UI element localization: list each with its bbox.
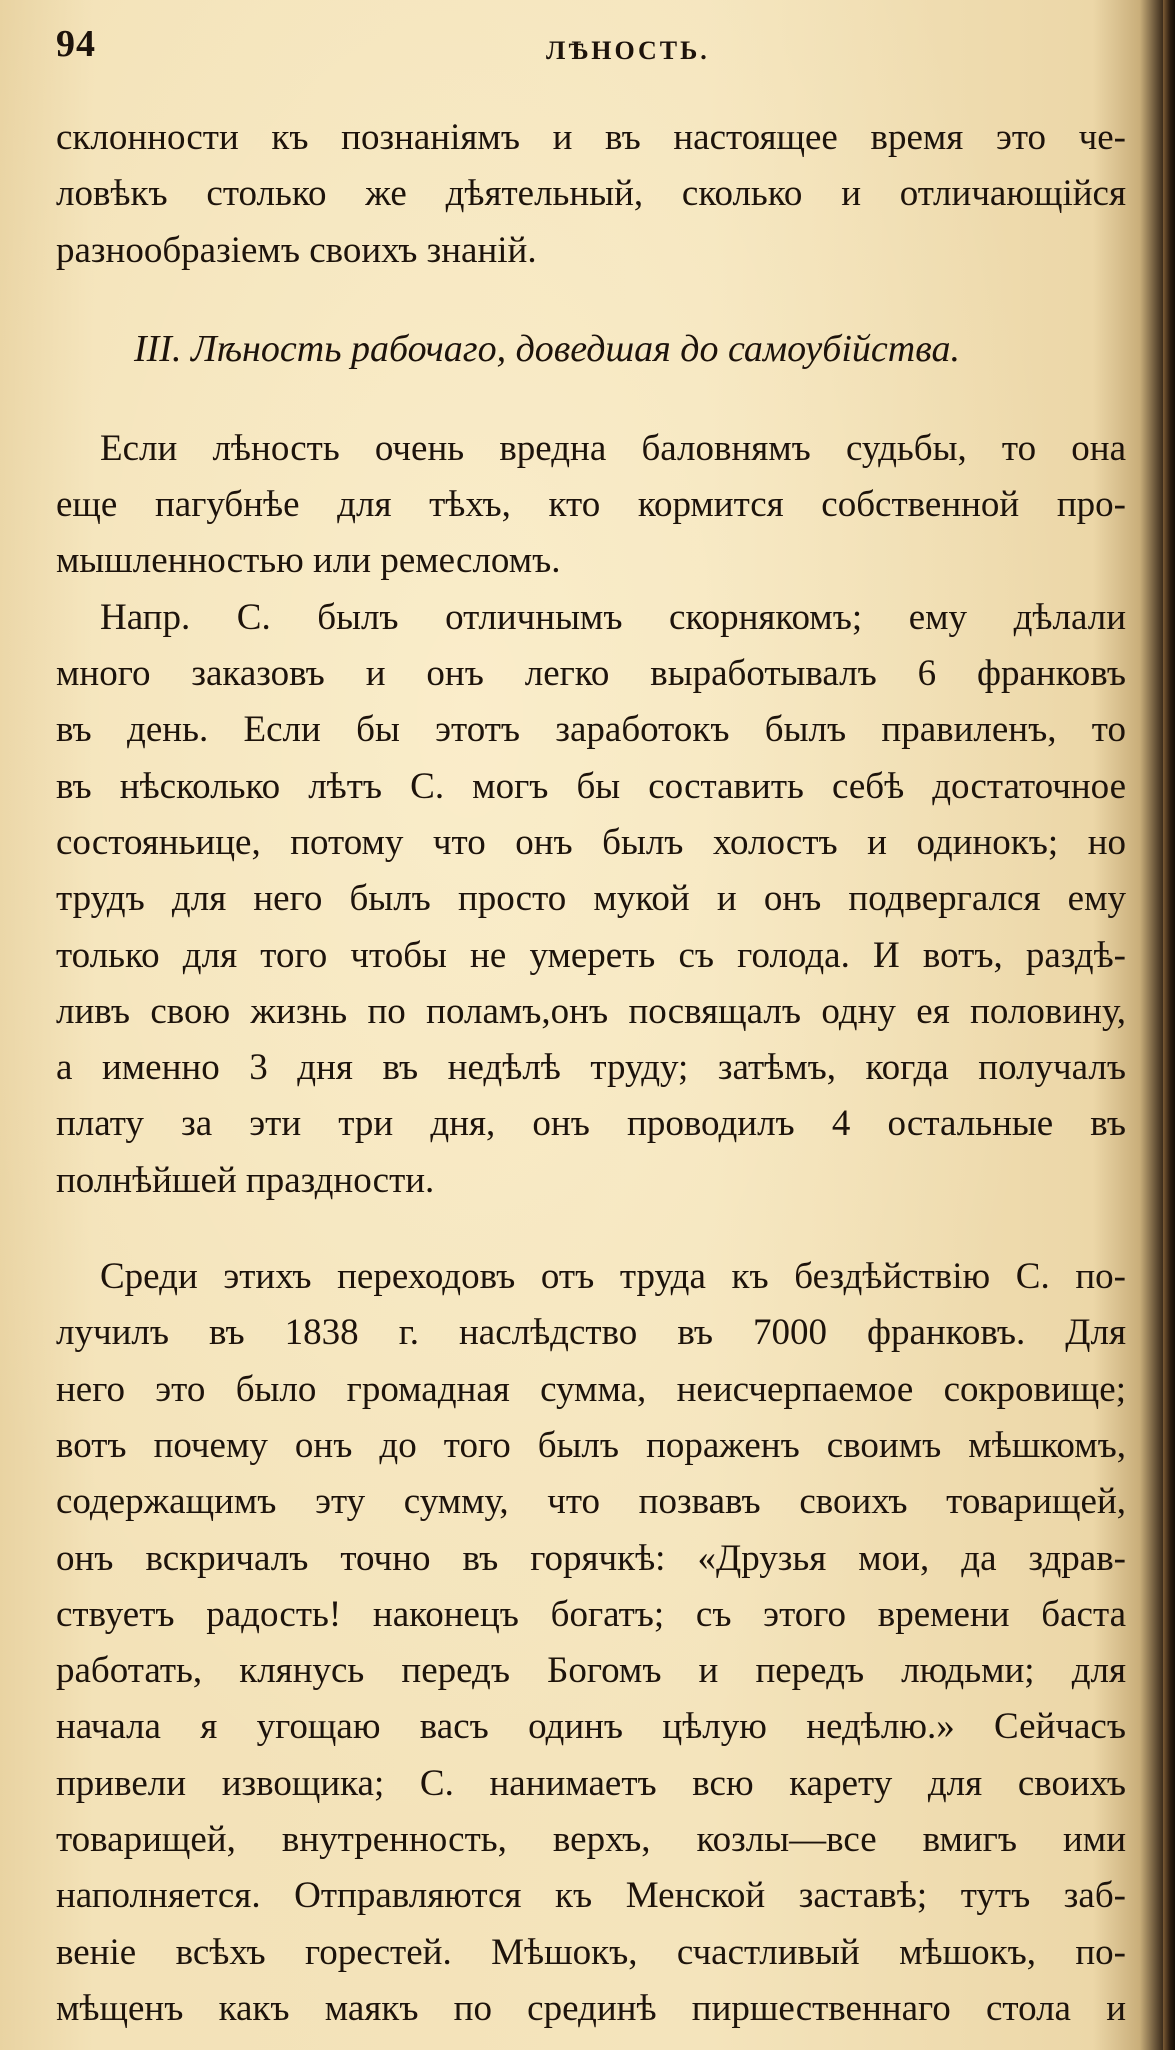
text-line: веніе всѣхъ горестей. Мѣшокъ, счастливый мѣшокъ, по-: [56, 1931, 1126, 1973]
paragraph: [56, 421, 1126, 590]
paragraph-gap: [56, 1209, 1126, 1249]
text-line: склонности къ познаніямъ и въ настоящее время это че-: [56, 117, 1126, 158]
text-line: Среди этихъ переходовъ отъ труда къ бездѣйствію С. по-: [100, 1256, 1126, 1298]
page-number: 94: [56, 23, 96, 65]
text-line: а именно 3 дня въ недѣлѣ труду; затѣмъ, когда получалъ: [56, 1047, 1126, 1089]
text-line: полнѣйшей праздности.: [56, 1159, 435, 1201]
text-line: еще пагубнѣе для тѣхъ, кто кормится собственной про-: [56, 484, 1126, 526]
text-line: товарищей, внутренность, верхъ, козлы—все вмигъ ими: [56, 1819, 1126, 1861]
text-line: разнообразіемъ своихъ знаній.: [56, 229, 537, 271]
text-line: него это было громадная сумма, неисчерпаемое сокровище;: [56, 1368, 1126, 1410]
text-line: въ день. Если бы этотъ заработокъ былъ правиленъ, то: [56, 709, 1126, 751]
text-line: начала я угощаю васъ одинъ цѣлую недѣлю.» Сейчасъ: [56, 1706, 1126, 1748]
section-heading: III. Лѣность рабочаго, доведшая до самоубійства.: [134, 327, 960, 370]
page-header: [56, 22, 1126, 72]
text-line: много заказовъ и онъ легко выработывалъ 6 франковъ: [56, 653, 1126, 695]
page-body: [56, 110, 1126, 2037]
paragraph-continued: [56, 110, 1126, 279]
text-line: мѣщенъ какъ маякъ по срединѣ пиршественнаго стола и: [56, 1987, 1126, 2029]
text-line: содержащимъ эту сумму, что позвавъ своихъ товарищей,: [56, 1481, 1126, 1523]
running-head: ЛѢНОСТЬ.: [546, 36, 710, 65]
text-line: Напр. С. былъ отличнымъ скорнякомъ; ему дѣлали: [100, 596, 1126, 638]
text-line: мышленностью или ремесломъ.: [56, 540, 561, 582]
text-line: онъ вскричалъ точно въ горячкѣ: «Друзья мои, да здрав-: [56, 1537, 1126, 1579]
text-line: наполняется. Отправляются къ Менской заставѣ; тутъ заб-: [56, 1875, 1126, 1917]
text-line: въ нѣсколько лѣтъ С. могъ бы составить себѣ достаточное: [56, 765, 1126, 807]
text-line: привели извощика; С. нанимаетъ всю карету для своихъ: [56, 1762, 1126, 1804]
text-line: плату за эти три дня, онъ проводилъ 4 остальные въ: [56, 1103, 1126, 1145]
text-line: только для того чтобы не умереть съ голода. И вотъ, раздѣ-: [56, 934, 1126, 976]
text-line: ловѣкъ столько же дѣятельный, сколько и отличающійся: [56, 173, 1126, 215]
text-line: лучилъ въ 1838 г. наслѣдство въ 7000 франковъ. Для: [56, 1312, 1126, 1354]
text-line: ствуетъ радость! наконецъ богатъ; съ этого времени баста: [56, 1593, 1126, 1635]
text-line: трудъ для него былъ просто мукой и онъ подвергался ему: [56, 878, 1126, 920]
text-line: работать, клянусь передъ Богомъ и передъ людьми; для: [56, 1650, 1126, 1692]
text-line: Если лѣность очень вредна баловнямъ судьбы, то она: [100, 427, 1126, 469]
paragraph: [56, 1249, 1126, 2037]
text-line: ливъ свою жизнь по поламъ,онъ посвящалъ одну ея половину,: [56, 990, 1126, 1032]
text-line: состояньице, потому что онъ былъ холостъ и одинокъ; но: [56, 821, 1126, 863]
book-spine-shadow: [1163, 0, 1175, 2050]
paragraph: [56, 590, 1126, 1209]
text-line: вотъ почему онъ до того былъ пораженъ своимъ мѣшкомъ,: [56, 1424, 1126, 1466]
